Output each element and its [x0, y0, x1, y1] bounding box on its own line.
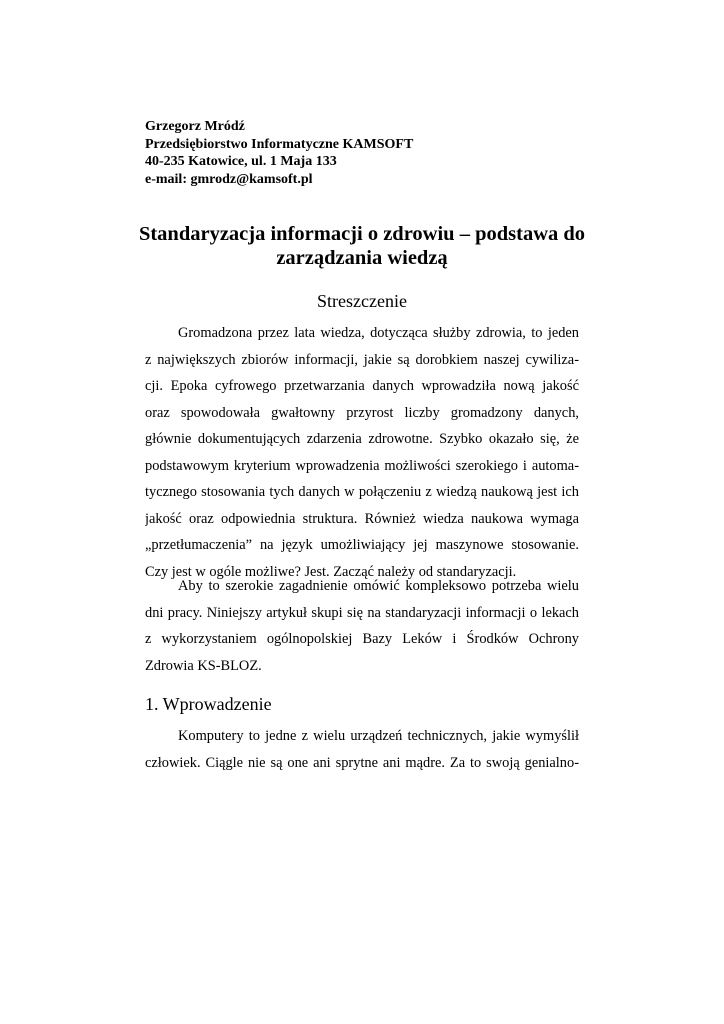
text-line: „przetłumaczenia” na język umożliwiający jej maszynowe stosowanie.: [145, 537, 579, 553]
text-line: dni pracy. Niniejszy artykuł skupi się na standaryzacji informacji o lekach: [145, 604, 579, 621]
paper-title: [130, 223, 594, 270]
author-name: Grzegorz Mródź: [145, 119, 245, 134]
text-line: tycznego stosowania tych danych w połączeniu z wiedzą naukową jest ich: [145, 484, 579, 500]
text-line: Czy jest w ogóle możliwe? Jest. Zacząć należy od standaryzacji.: [145, 563, 517, 580]
abstract-paragraph-2: [145, 573, 579, 679]
abstract-heading: Streszczenie: [317, 291, 407, 311]
text-line: Komputery to jedne z wielu urządzeń technicznych, jakie wymyślił: [178, 728, 579, 744]
text-line: jakość oraz odpowiednia struktura. Również wiedza naukowa wymaga: [145, 510, 579, 527]
author-address: 40-235 Katowice, ul. 1 Maja 133: [145, 154, 337, 169]
text-line: Gromadzona przez lata wiedza, dotycząca służby zdrowia, to jeden: [178, 325, 579, 341]
author-company: Przedsiębiorstwo Informatyczne KAMSOFT: [145, 136, 414, 152]
text-line: cji. Epoka cyfrowego przetwarzania danych wprowadziła nową jakość: [145, 378, 579, 394]
text-line: z największych zbiorów informacji, jakie są dorobkiem naszej cywiliza-: [145, 351, 579, 368]
section-heading-introduction: 1. Wprowadzenie: [145, 694, 272, 714]
text-line: głównie dokumentujących zdarzenia zdrowotne. Szybko okazało się, że: [145, 431, 579, 447]
introduction-paragraph: [145, 723, 579, 776]
text-line: podstawowym kryterium wprowadzenia możliwości szerokiego i automa-: [145, 457, 579, 474]
text-line: oraz spowodowała gwałtowny przyrost liczby gromadzony danych,: [145, 404, 579, 421]
paper-title-line-1: Standaryzacja informacji o zdrowiu – podstawa do: [138, 223, 586, 245]
abstract-paragraph-1: [145, 320, 579, 585]
text-line: z wykorzystaniem ogólnopolskiej Bazy Leków i Środków Ochrony: [145, 631, 579, 647]
author-email: e-mail: gmrodz@kamsoft.pl: [145, 171, 313, 187]
text-line: Zdrowia KS-BLOZ.: [145, 657, 262, 674]
author-block: [145, 118, 585, 188]
paper-title-line-2: zarządzania wiedzą: [276, 246, 448, 269]
text-line: człowiek. Ciągle nie są one ani sprytne ani mądre. Za to swoją genialno-: [145, 754, 579, 771]
text-line: Aby to szerokie zagadnienie omówić kompleksowo potrzeba wielu: [178, 578, 579, 594]
